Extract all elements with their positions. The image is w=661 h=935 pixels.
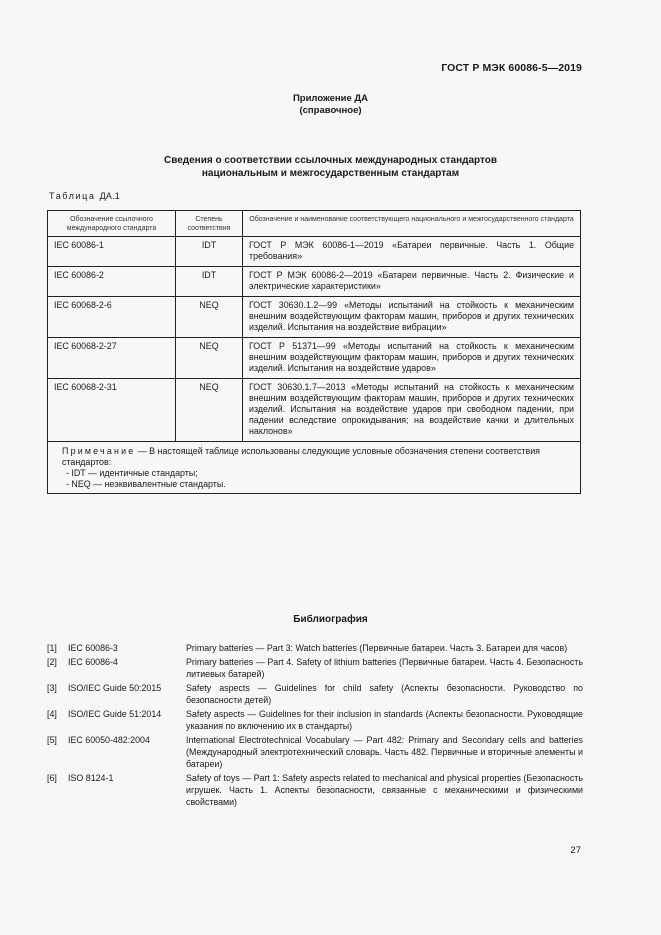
bibliography-entry: [47, 656, 583, 680]
appendix-subtitle: (справочное): [299, 105, 362, 116]
entry-number: [3]: [47, 683, 57, 693]
entry-code: IEC 60086-4: [68, 657, 118, 667]
appendix-heading: [0, 93, 661, 117]
bibliography-entry: [47, 734, 583, 770]
appendix-title: Приложение ДА: [292, 93, 369, 104]
bibliography-title: Библиография: [293, 614, 368, 625]
header-international-standard: Обозначение ссылочного международного стандарта: [48, 211, 176, 237]
section-title-line-2: национальным и межгосударственным стандартам: [201, 168, 460, 179]
bibliography-entry: [47, 708, 583, 732]
page-number: 27: [570, 845, 581, 856]
row-degree: NEQ: [176, 379, 243, 442]
table-row: [48, 297, 581, 338]
entry-text: Safety of toys — Part 1: Safety aspects related to mechanical and physical properties (Безопасность игрушек. Часть 1. Аспекты безопасности, связанные с механическими и физическими свойствами): [186, 773, 583, 807]
bibliography-entry: [47, 682, 583, 706]
table-note-row: [48, 442, 581, 494]
section-title: [0, 154, 661, 180]
note-item-neq: - NEQ — неэквивалентные стандарты.: [66, 479, 226, 489]
row-degree: NEQ: [176, 338, 243, 379]
correspondence-table: [47, 210, 581, 494]
row-degree: IDT: [176, 267, 243, 297]
table-note: [48, 442, 581, 494]
header-degree: Степень соответствия: [176, 211, 243, 237]
row-degree: NEQ: [176, 297, 243, 338]
note-word: Примечание: [62, 446, 136, 456]
entry-text: Primary batteries — Part 3: Watch batteries (Первичные батареи. Часть 3. Батареи для часов): [186, 643, 568, 653]
table-row: [48, 379, 581, 442]
row-national: ГОСТ 30630.1.2—99 «Методы испытаний на стойкость к механическим внешним воздействующим факторам машин, приборов и других технических изделий. Испытания на воздействие вибрации»: [243, 297, 581, 338]
row-national: ГОСТ Р МЭК 60086-1—2019 «Батареи первичные. Часть 1. Общие требования»: [243, 237, 581, 267]
row-ref: IEC 60068-2-6: [48, 297, 176, 338]
row-national: ГОСТ 30630.1.7—2013 «Методы испытаний на стойкость к механическим внешним воздействующим факторам машин, приборов и других технических изделий. Испытания на воздействие ударов при свободном падении, при падении вследствие опрокидывания; на воздействие качки и длительных наклонов»: [243, 379, 581, 442]
table-row: [48, 267, 581, 297]
entry-text: International Electrotechnical Vocabulary — Part 482: Primary and Secondary cells and batteries (Международный электротехнический словарь. Часть 482. Первичные и вторичные элементы и батареи): [186, 735, 583, 769]
table-caption-word: Таблица: [49, 191, 96, 201]
row-national: ГОСТ Р 51371—99 «Методы испытаний на стойкость к механическим внешним воздействующим факторам машин, приборов и других технических изделий. Испытания на воздействие ударов»: [243, 338, 581, 379]
entry-text: Safety aspects — Guidelines for child safety (Аспекты безопасности. Руководство по безопасности детей): [186, 683, 583, 705]
note-text: — В настоящей таблице использованы следующие условные обозначения степени соответствия стандартов:: [62, 446, 540, 467]
table-caption: [49, 191, 120, 201]
entry-number: [2]: [47, 657, 57, 667]
entry-text: Primary batteries — Part 4. Safety of lithium batteries (Первичные батареи. Часть 4. Безопасность литиевых батарей): [186, 657, 583, 679]
bibliography-list: [47, 642, 583, 810]
row-national: ГОСТ Р МЭК 60086-2—2019 «Батареи первичные. Часть 2. Физические и электрические характеристики»: [243, 267, 581, 297]
row-ref: IEC 60086-1: [48, 237, 176, 267]
entry-code: IEC 60086-3: [68, 643, 118, 653]
table-header-row: [48, 211, 581, 237]
note-paragraph: [62, 446, 574, 468]
entry-code: ISO/IEC Guide 50:2015: [68, 683, 162, 693]
row-ref: IEC 60068-2-27: [48, 338, 176, 379]
row-ref: IEC 60086-2: [48, 267, 176, 297]
entry-number: [4]: [47, 709, 57, 719]
entry-number: [5]: [47, 735, 57, 745]
header-national-standard: Обозначение и наименование соответствующего национального и межгосударственного стандарта: [243, 211, 581, 237]
entry-text: Safety aspects — Guidelines for their inclusion in standards (Аспекты безопасности. Руководящие указания по включению их в стандарты): [186, 709, 583, 731]
table-caption-number: ДА.1: [99, 191, 121, 201]
bibliography-entry: [47, 772, 583, 808]
standard-header: ГОСТ Р МЭК 60086-5—2019: [441, 62, 582, 74]
entry-code: ISO/IEC Guide 51:2014: [68, 709, 162, 719]
section-title-line-1: Сведения о соответствии ссылочных международных стандартов: [163, 155, 498, 166]
note-item-idt: - IDT — идентичные стандарты;: [66, 468, 198, 478]
bibliography-entry: [47, 642, 583, 654]
table-row: [48, 338, 581, 379]
entry-code: ISO 8124-1: [68, 773, 114, 783]
entry-number: [1]: [47, 643, 57, 653]
entry-number: [6]: [47, 773, 57, 783]
entry-code: IEC 60050-482:2004: [68, 735, 150, 745]
table-row: [48, 237, 581, 267]
row-degree: IDT: [176, 237, 243, 267]
row-ref: IEC 60068-2-31: [48, 379, 176, 442]
